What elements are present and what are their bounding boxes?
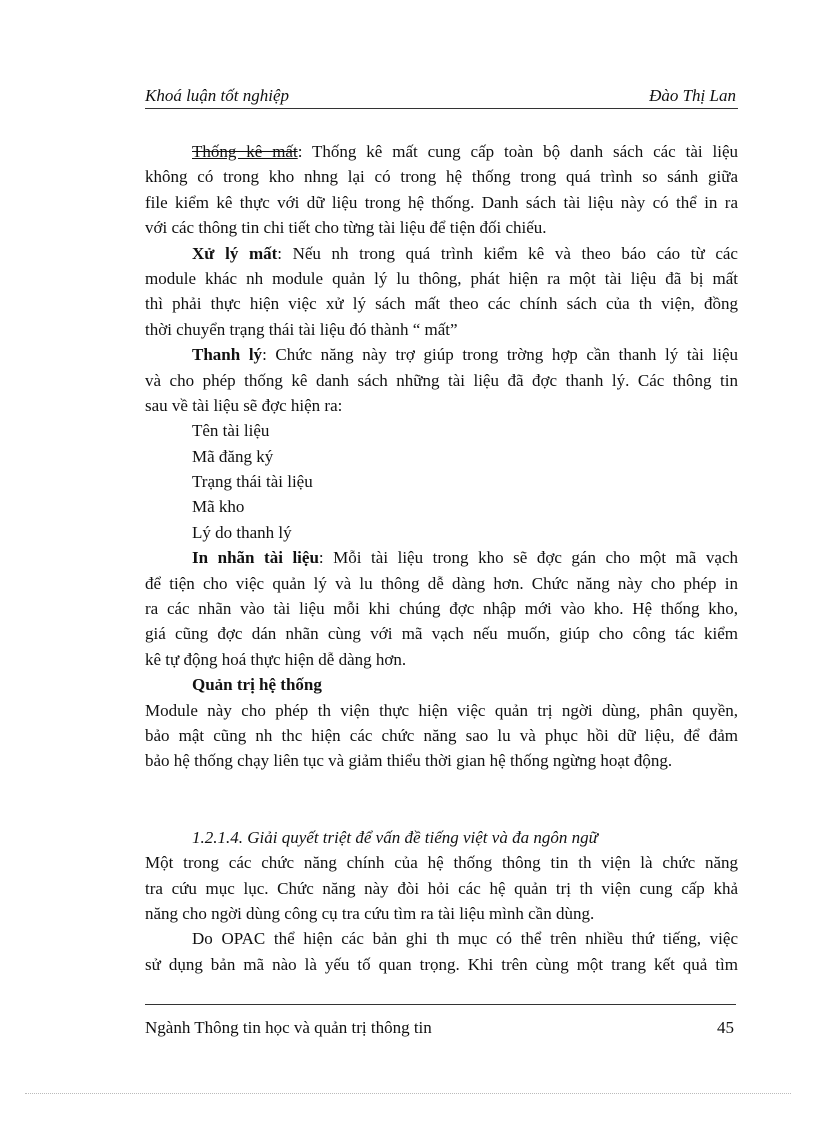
paragraph-in-nhan [145,545,738,672]
paragraph-thanh-ly [145,342,738,418]
line [145,342,738,367]
line: Một trong các chức năng chính của hệ thống thông tin th viện là chức năng [145,853,738,873]
text: : Nếu nh trong quá trình kiểm kê và theo báo cáo từ các [277,243,738,263]
line: sử dụng bản mã nào là yếu tố quan trọng. Khi trên cùng một trang kết quả tìm [145,954,738,974]
page-bottom-border [25,1093,791,1094]
list-item: Mã đăng ký [192,446,274,466]
line [145,241,738,266]
line: file kiểm kê thực với dữ liệu trong hệ thống. Danh sách tài liệu này có thể in ra [145,192,738,212]
term-in-nhan: In nhãn tài liệu [192,548,319,568]
list-item: Mã kho [192,497,245,517]
line: Do OPAC thể hiện các bản ghi th mục có thể trên nhiều thứ tiếng, việc [192,929,738,949]
heading-quan-tri: Quản trị hệ thống [192,675,322,695]
line: bảo hệ thống chạy liên tục và giảm thiểu thời gian hệ thống ngừng hoạt động. [145,751,673,771]
line: ra các nhãn vào tài liệu mỗi khi chúng đợc nhập mới vào kho. Hệ thống kho, [145,599,738,619]
page-number: 45 [717,1018,734,1037]
line: Module này cho phép th viện thực hiện việc quản trị ngời dùng, phân quyền, [145,700,738,720]
term-xu-ly-mat: Xử lý mất [192,243,278,263]
list-thanh-ly-fields [145,418,738,545]
line: và cho phép thống kê danh sách những tài liệu đã đợc thanh lý. Các thông tin [145,370,738,390]
paragraph-opac [145,926,738,977]
term-thong-ke-mat: Thống kê mất [192,142,298,161]
text: : Mỗi tài liệu trong kho sẽ đợc gán cho một mã vạch [318,548,738,568]
term-thanh-ly: Thanh lý [192,345,263,365]
page-body [145,139,738,977]
header-author: Đào Thị Lan [649,86,736,105]
line [145,139,738,164]
line: sau về tài liệu sẽ đợc hiện ra: [145,395,343,415]
text: : Chức năng này trợ giúp trong trờng hợp cần thanh lý tài liệu [262,345,738,365]
line: thì phải thực hiện việc xử lý sách mất theo các chính sách của th viện, đồng [145,294,738,314]
page-footer [145,1018,736,1038]
line: thời chuyển trạng thái tài liệu đó thành “ mất” [145,319,458,339]
section-heading: 1.2.1.4. Giải quyết triệt để vấn đề tiếng việt và đa ngôn ngữ [192,827,598,847]
line: để tiện cho việc quản lý và lu thông dễ dàng hơn. Chức năng này cho phép in [145,573,738,593]
line: giá cũng đợc dán nhãn cùng với mã vạch nếu muốn, giúp cho công tác kiểm [145,624,738,644]
header-title: Khoá luận tốt nghiệp [145,86,290,105]
paragraph-thong-ke-mat [145,139,738,241]
list-item: Tên tài liệu [192,421,270,441]
line: module khác nh module quản lý lu thông, phát hiện ra một tài liệu đã bị mất [145,268,738,288]
paragraph-tra-cuu [145,850,738,926]
list-item: Trạng thái tài liệu [192,472,313,492]
list-item: Lý do thanh lý [192,522,292,542]
paragraph-quan-tri [145,698,738,774]
text: : Thống kê mất cung cấp toàn bộ danh sách các tài liệu [297,142,738,161]
line: kê tự động hoá thực hiện dễ dàng hơn. [145,649,407,669]
page-header [145,84,738,109]
line: năng cho ngời dùng công cụ tra cứu tìm ra tài liệu mình cần dùng. [145,903,595,923]
line [145,545,738,570]
line: tra cứu mục lục. Chức năng này đòi hỏi các hệ quản trị th viện cung cấp khả [145,878,738,898]
paragraph-xu-ly-mat [145,241,738,343]
footer-department: Ngành Thông tin học và quản trị thông tin [145,1018,432,1037]
line: với các thông tin chi tiết cho từng tài liệu để tiện đối chiếu. [145,218,547,238]
line: không có trong kho nhng lại có trong hệ thống trong quá trình so sánh giữa [145,167,738,187]
footer-divider [145,1004,736,1005]
line: bảo mật cũng nh thc hiện các chức năng sao lu và phục hồi dữ liệu, để đảm [145,725,738,745]
